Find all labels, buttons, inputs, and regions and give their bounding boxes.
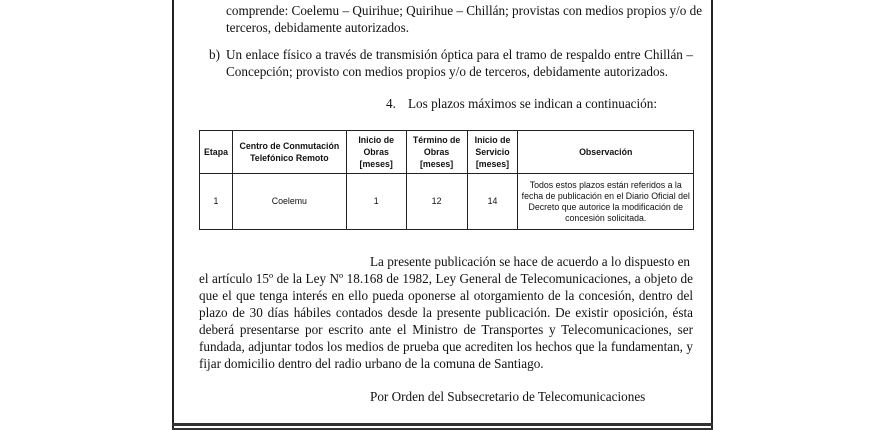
cell-inicio-servicio: 14: [467, 174, 518, 230]
paragraph-a-line-1: comprende: Coelemu – Quirihue; Quirihue – Chillán; provistas con medios propios y/o de: [226, 3, 703, 18]
publication-line-3: que el que tenga interés en ello pueda oponerse al otorgamiento de la concesión, dentro del: [199, 288, 693, 303]
publication-line-5: deberá presentarse por escrito ante el Ministro de Transportes y Telecomunicaciones, ser: [199, 322, 693, 337]
cell-termino-obras: 12: [406, 174, 467, 230]
table-row: [200, 174, 694, 230]
publication-line-1: La presente publicación se hace de acuerdo a lo dispuesto en: [370, 254, 691, 269]
cell-inicio-obras: 1: [346, 174, 406, 230]
paragraph-b-line-2: Concepción; provisto con medios propios y/o de terceros, debidamente autorizados.: [226, 64, 669, 79]
header-inicio-obras: Inicio de Obras [meses]: [346, 131, 406, 174]
item-4-number: 4.: [386, 96, 396, 111]
header-etapa: Etapa: [200, 131, 233, 174]
publication-line-2: el artículo 15º de la Ley Nº 18.168 de 1982, Ley General de Telecomunicaciones, a objeto de: [199, 271, 693, 286]
cell-observacion: Todos estos plazos están referidos a la fecha de publicación en el Diario Oficial del Decreto que autorice la modificación de concesión solicitada.: [518, 174, 694, 230]
publication-line-7: fijar domicilio dentro del radio urbano de la comuna de Santiago.: [199, 356, 544, 371]
publication-line-6: fundada, adjuntar todos los medios de prueba que acrediten los hechos que la fundamentan, y: [199, 339, 693, 354]
publication-line-4: plazo de 30 días hábiles contados desde la presente publicación. De existir oposición, ésta: [199, 305, 693, 320]
paragraph-a-line-2: terceros, debidamente autorizados.: [226, 20, 410, 35]
page-border-bottom: [172, 423, 713, 426]
header-observacion: Observación: [518, 131, 694, 174]
cell-centro: Coelemu: [232, 174, 346, 230]
plazos-table: [199, 130, 694, 230]
signature-line: Por Orden del Subsecretario de Telecomunicaciones: [370, 389, 646, 404]
paragraph-b-line-1: Un enlace físico a través de transmisión óptica para el tramo de respaldo entre Chillán –: [226, 47, 693, 62]
item-4-text: Los plazos máximos se indican a continuación:: [408, 96, 658, 111]
header-inicio-servicio: Inicio de Servicio [meses]: [467, 131, 518, 174]
table-header-row: [200, 131, 694, 174]
cell-etapa: 1: [200, 174, 233, 230]
paragraph-b-marker: b): [209, 47, 220, 62]
header-termino-obras: Término de Obras [meses]: [406, 131, 467, 174]
header-centro: Centro de Conmutación Telefónico Remoto: [232, 131, 346, 174]
